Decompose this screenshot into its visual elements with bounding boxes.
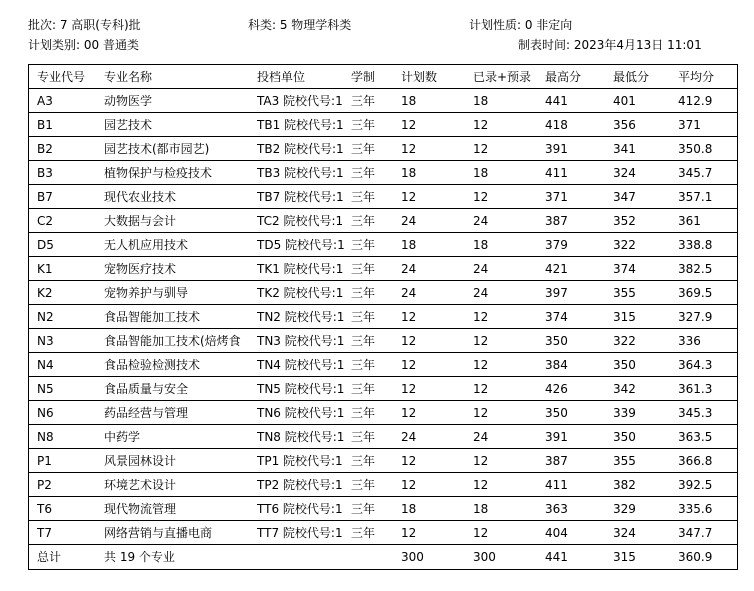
cell-unit: TP1 院校代号:1 (257, 454, 343, 468)
cell-unit: TC2 院校代号:1 (257, 214, 344, 228)
cell-admitted: 12 (473, 309, 489, 324)
table-row (29, 377, 737, 401)
column-header-min-score: 最低分 (613, 70, 650, 84)
cell-duration: 三年 (351, 358, 376, 372)
cell-duration: 三年 (351, 526, 376, 540)
cell-unit: TB1 院校代号:1 (257, 118, 344, 132)
cell-major-code: N5 (37, 381, 54, 396)
cell-avg-score: 371 (678, 117, 701, 132)
cell-max-score: 391 (545, 141, 568, 156)
cell-unit: TK2 院校代号:1 (257, 286, 344, 300)
cell-max-score: 363 (545, 501, 568, 516)
cell-duration: 三年 (351, 238, 376, 252)
cell-min-score: 352 (613, 213, 636, 228)
cell-min-score: 341 (613, 141, 636, 156)
cell-avg-score: 369.5 (678, 285, 713, 300)
cell-duration (351, 545, 391, 568)
cell-admitted: 12 (473, 333, 489, 348)
cell-plan-count: 12 (401, 309, 417, 324)
column-header-major-code: 专业代号 (37, 70, 86, 84)
cell-max-score: 441 (545, 549, 568, 564)
cell-max-score: 391 (545, 429, 568, 444)
cell-major-name: 食品智能加工技术(焙烤食 (104, 334, 241, 348)
cell-major-code: N6 (37, 405, 54, 420)
cell-min-score: 315 (613, 549, 636, 564)
cell-duration: 三年 (351, 118, 376, 132)
cell-min-score: 350 (613, 357, 636, 372)
cell-admitted: 12 (473, 357, 489, 372)
cell-max-score: 379 (545, 237, 568, 252)
cell-unit: TN5 院校代号:1 (257, 382, 345, 396)
cell-plan-count: 12 (401, 477, 417, 492)
cell-plan-count: 24 (401, 429, 417, 444)
table-row (29, 353, 737, 377)
cell-plan-count: 12 (401, 525, 417, 540)
cell-major-code: B1 (37, 117, 53, 132)
cell-max-score: 374 (545, 309, 568, 324)
cell-unit: TA3 院校代号:1 (257, 94, 343, 108)
cell-major-code: P1 (37, 453, 52, 468)
table-row (29, 161, 737, 185)
cell-admitted: 24 (473, 261, 489, 276)
cell-plan-count: 18 (401, 93, 417, 108)
subject-category: 科类: 5 物理学科类 (248, 18, 352, 32)
cell-major-code: K2 (37, 285, 53, 300)
cell-avg-score: 366.8 (678, 453, 713, 468)
cell-unit: TN8 院校代号:1 (257, 430, 345, 444)
cell-min-score: 339 (613, 405, 636, 420)
cell-avg-score: 364.3 (678, 357, 713, 372)
cell-major-name: 宠物医疗技术 (104, 262, 177, 276)
cell-major-name: 宠物养护与驯导 (104, 286, 189, 300)
cell-major-name: 共 19 个专业 (104, 550, 175, 564)
cell-major-name: 现代农业技术 (104, 190, 177, 204)
cell-plan-count: 12 (401, 381, 417, 396)
table-row (29, 329, 737, 353)
cell-plan-count: 12 (401, 405, 417, 420)
cell-duration: 三年 (351, 142, 376, 156)
table-row (29, 233, 737, 257)
cell-avg-score: 336 (678, 333, 701, 348)
cell-avg-score: 345.7 (678, 165, 713, 180)
table-row (29, 137, 737, 161)
cell-min-score: 324 (613, 525, 636, 540)
cell-avg-score: 350.8 (678, 141, 713, 156)
cell-max-score: 371 (545, 189, 568, 204)
cell-unit: TT7 院校代号:1 (257, 526, 343, 540)
table-row (29, 449, 737, 473)
cell-admitted: 12 (473, 453, 489, 468)
table-total-row (29, 545, 737, 568)
cell-avg-score: 392.5 (678, 477, 713, 492)
cell-major-name: 药品经营与管理 (104, 406, 189, 420)
table-row (29, 113, 737, 137)
cell-duration: 三年 (351, 454, 376, 468)
cell-admitted: 18 (473, 501, 489, 516)
cell-admitted: 12 (473, 141, 489, 156)
cell-avg-score: 360.9 (678, 549, 713, 564)
plan-nature: 计划性质: 0 非定向 (469, 18, 573, 32)
cell-avg-score: 361 (678, 213, 701, 228)
cell-major-code: C2 (37, 213, 54, 228)
cell-max-score: 350 (545, 333, 568, 348)
cell-major-name: 环境艺术设计 (104, 478, 177, 492)
cell-max-score: 350 (545, 405, 568, 420)
cell-major-name: 食品智能加工技术 (104, 310, 201, 324)
cell-duration: 三年 (351, 382, 376, 396)
cell-major-code: A3 (37, 93, 53, 108)
cell-avg-score: 361.3 (678, 381, 713, 396)
cell-avg-score: 382.5 (678, 261, 713, 276)
cell-major-name: 园艺技术(都市园艺) (104, 142, 210, 156)
cell-duration: 三年 (351, 166, 376, 180)
cell-admitted: 24 (473, 285, 489, 300)
cell-major-name: 现代物流管理 (104, 502, 177, 516)
cell-major-code: D5 (37, 237, 54, 252)
cell-max-score: 441 (545, 93, 568, 108)
cell-plan-count: 12 (401, 117, 417, 132)
cell-major-code: T6 (37, 501, 52, 516)
cell-admitted: 18 (473, 165, 489, 180)
cell-plan-count: 18 (401, 501, 417, 516)
table-row (29, 425, 737, 449)
cell-major-name: 动物医学 (104, 94, 153, 108)
table-row (29, 497, 737, 521)
cell-major-name: 食品质量与安全 (104, 382, 189, 396)
cell-max-score: 387 (545, 453, 568, 468)
cell-admitted: 12 (473, 525, 489, 540)
cell-major-code: T7 (37, 525, 52, 540)
cell-min-score: 355 (613, 453, 636, 468)
cell-unit: TT6 院校代号:1 (257, 502, 343, 516)
cell-duration: 三年 (351, 478, 376, 492)
cell-avg-score: 357.1 (678, 189, 713, 204)
cell-min-score: 342 (613, 381, 636, 396)
table-row (29, 209, 737, 233)
column-header-admitted: 已录+预录 (473, 70, 532, 84)
made-time: 制表时间: 2023年4月13日 11:01 (518, 38, 702, 52)
column-header-avg-score: 平均分 (678, 70, 715, 84)
cell-admitted: 18 (473, 93, 489, 108)
cell-avg-score: 412.9 (678, 93, 713, 108)
cell-major-name: 网络营销与直播电商 (104, 526, 213, 540)
table-row (29, 473, 737, 497)
cell-avg-score: 327.9 (678, 309, 713, 324)
cell-unit: TN6 院校代号:1 (257, 406, 345, 420)
cell-max-score: 384 (545, 357, 568, 372)
cell-avg-score: 335.6 (678, 501, 713, 516)
cell-duration: 三年 (351, 406, 376, 420)
cell-duration: 三年 (351, 310, 376, 324)
cell-unit: TN4 院校代号:1 (257, 358, 345, 372)
cell-min-score: 374 (613, 261, 636, 276)
table-row (29, 305, 737, 329)
cell-plan-count: 18 (401, 237, 417, 252)
cell-major-code: 总计 (37, 550, 62, 564)
batch-info: 批次: 7 高职(专科)批 (28, 18, 141, 32)
cell-min-score: 355 (613, 285, 636, 300)
cell-unit: TB7 院校代号:1 (257, 190, 344, 204)
cell-major-name: 风景园林设计 (104, 454, 177, 468)
cell-min-score: 322 (613, 237, 636, 252)
cell-major-name: 园艺技术 (104, 118, 153, 132)
cell-duration: 三年 (351, 286, 376, 300)
cell-admitted: 12 (473, 381, 489, 396)
cell-min-score: 382 (613, 477, 636, 492)
table-row (29, 521, 737, 545)
cell-duration: 三年 (351, 214, 376, 228)
cell-plan-count: 300 (401, 549, 424, 564)
cell-min-score: 329 (613, 501, 636, 516)
cell-major-code: N4 (37, 357, 54, 372)
cell-plan-count: 12 (401, 453, 417, 468)
cell-admitted: 12 (473, 117, 489, 132)
cell-admitted: 300 (473, 549, 496, 564)
column-header-unit: 投档单位 (257, 70, 306, 84)
column-header-max-score: 最高分 (545, 70, 582, 84)
cell-max-score: 411 (545, 477, 568, 492)
cell-min-score: 356 (613, 117, 636, 132)
cell-admitted: 24 (473, 213, 489, 228)
cell-avg-score: 345.3 (678, 405, 713, 420)
cell-max-score: 421 (545, 261, 568, 276)
cell-major-code: K1 (37, 261, 53, 276)
cell-max-score: 426 (545, 381, 568, 396)
cell-plan-count: 12 (401, 189, 417, 204)
cell-avg-score: 363.5 (678, 429, 713, 444)
cell-max-score: 418 (545, 117, 568, 132)
cell-unit: TD5 院校代号:1 (257, 238, 345, 252)
cell-major-code: B3 (37, 165, 53, 180)
cell-duration: 三年 (351, 430, 376, 444)
cell-major-name: 中药学 (104, 430, 141, 444)
cell-admitted: 18 (473, 237, 489, 252)
table-row (29, 401, 737, 425)
column-header-duration: 学制 (351, 70, 376, 84)
cell-major-code: B7 (37, 189, 53, 204)
cell-major-code: N8 (37, 429, 54, 444)
table-header-row (29, 65, 737, 89)
cell-plan-count: 24 (401, 261, 417, 276)
cell-max-score: 397 (545, 285, 568, 300)
cell-avg-score: 338.8 (678, 237, 713, 252)
cell-min-score: 315 (613, 309, 636, 324)
column-header-plan-count: 计划数 (401, 70, 438, 84)
cell-avg-score: 347.7 (678, 525, 713, 540)
cell-plan-count: 24 (401, 213, 417, 228)
cell-unit: TK1 院校代号:1 (257, 262, 344, 276)
cell-duration: 三年 (351, 502, 376, 516)
cell-plan-count: 24 (401, 285, 417, 300)
cell-plan-count: 12 (401, 333, 417, 348)
cell-admitted: 24 (473, 429, 489, 444)
cell-plan-count: 18 (401, 165, 417, 180)
cell-min-score: 401 (613, 93, 636, 108)
cell-major-name: 大数据与会计 (104, 214, 177, 228)
plan-category: 计划类别: 00 普通类 (28, 38, 139, 52)
cell-admitted: 12 (473, 477, 489, 492)
cell-unit (257, 545, 352, 568)
cell-max-score: 411 (545, 165, 568, 180)
table-row (29, 257, 737, 281)
table-row (29, 89, 737, 113)
cell-major-name: 植物保护与检疫技术 (104, 166, 213, 180)
cell-max-score: 387 (545, 213, 568, 228)
admission-table (28, 64, 738, 570)
cell-major-code: P2 (37, 477, 52, 492)
cell-duration: 三年 (351, 334, 376, 348)
cell-min-score: 324 (613, 165, 636, 180)
cell-unit: TN3 院校代号:1 (257, 334, 345, 348)
cell-min-score: 350 (613, 429, 636, 444)
cell-major-code: N2 (37, 309, 54, 324)
cell-major-name: 无人机应用技术 (104, 238, 189, 252)
cell-unit: TB2 院校代号:1 (257, 142, 344, 156)
cell-major-code: N3 (37, 333, 54, 348)
cell-admitted: 12 (473, 405, 489, 420)
table-row (29, 185, 737, 209)
cell-major-name: 食品检验检测技术 (104, 358, 201, 372)
column-header-major-name: 专业名称 (104, 70, 153, 84)
cell-duration: 三年 (351, 190, 376, 204)
cell-duration: 三年 (351, 262, 376, 276)
cell-plan-count: 12 (401, 141, 417, 156)
cell-min-score: 347 (613, 189, 636, 204)
cell-duration: 三年 (351, 94, 376, 108)
cell-plan-count: 12 (401, 357, 417, 372)
cell-unit: TP2 院校代号:1 (257, 478, 343, 492)
cell-max-score: 404 (545, 525, 568, 540)
cell-unit: TB3 院校代号:1 (257, 166, 344, 180)
cell-min-score: 322 (613, 333, 636, 348)
table-row (29, 281, 737, 305)
cell-unit: TN2 院校代号:1 (257, 310, 345, 324)
cell-major-code: B2 (37, 141, 53, 156)
cell-admitted: 12 (473, 189, 489, 204)
